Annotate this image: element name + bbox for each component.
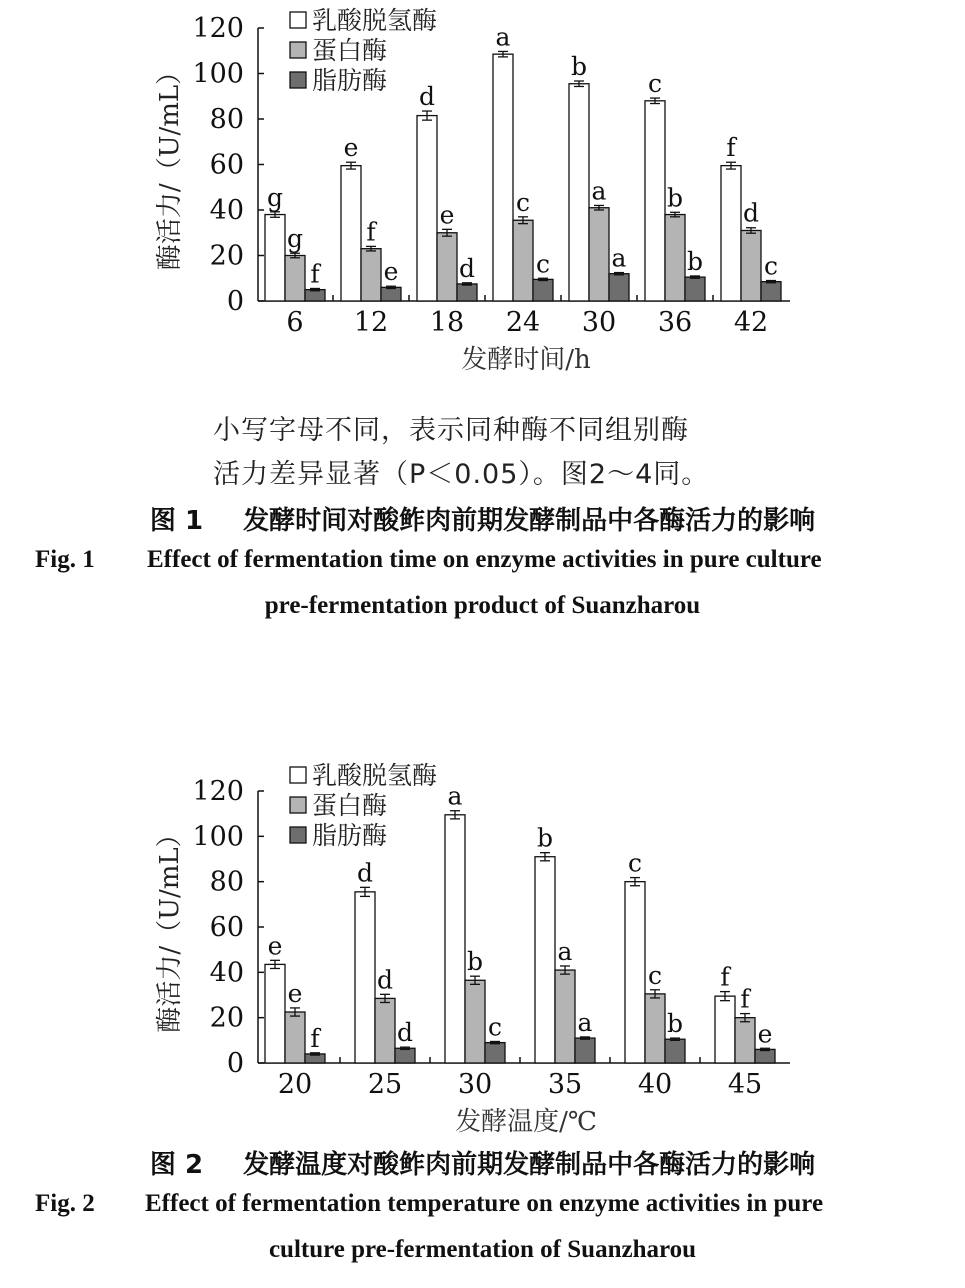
legend-label: 蛋白酶 [312, 791, 388, 820]
significance-letter: c [763, 251, 779, 281]
bar-脂肪酶 [665, 1039, 685, 1063]
y-tick-label: 120 [192, 13, 244, 44]
bar-乳酸脱氢酶 [721, 166, 741, 301]
legend-label: 脂肪酶 [312, 66, 388, 95]
enzyme-activity-time-chart [0, 0, 965, 390]
x-tick-label: 18 [429, 307, 465, 338]
figure2-title-cn: 发酵温度对酸鲊肉前期发酵制品中各酶活力的影响 [243, 1150, 816, 1180]
significance-letter: a [557, 936, 573, 966]
bar-乳酸脱氢酶 [645, 101, 665, 301]
significance-letter: b [466, 947, 484, 977]
bar-脂肪酶 [395, 1048, 415, 1063]
legend-swatch [290, 72, 306, 88]
legend-swatch [290, 12, 306, 28]
bar-乳酸脱氢酶 [715, 996, 735, 1063]
significance-letter: e [287, 978, 303, 1008]
significance-letter: a [447, 781, 463, 811]
significance-note-line1: 小写字母不同，表示同种酶不同组别酶 [213, 415, 689, 446]
x-tick-label: 30 [457, 1069, 493, 1100]
bar-乳酸脱氢酶 [341, 166, 361, 301]
y-tick-label: 40 [209, 195, 244, 226]
legend-swatch [290, 42, 306, 58]
significance-letter: b [686, 246, 704, 276]
bar-脂肪酶 [755, 1049, 775, 1063]
bar-脂肪酶 [761, 282, 781, 301]
y-tick-label: 60 [209, 149, 244, 181]
bar-蛋白酶 [741, 230, 761, 301]
significance-letter: d [356, 858, 374, 888]
y-tick-label: 0 [226, 1048, 244, 1079]
significance-letter: f [726, 133, 736, 163]
bar-乳酸脱氢酶 [535, 857, 555, 1063]
legend-swatch [290, 797, 306, 813]
bar-乳酸脱氢酶 [355, 892, 375, 1063]
figure1-title-en-line1: Effect of fermentation time on enzyme activities in pure culture [147, 546, 822, 573]
bar-脂肪酶 [533, 279, 553, 301]
figure1-title-cn: 发酵时间对酸鲊肉前期发酵制品中各酶活力的影响 [243, 506, 816, 536]
bar-蛋白酶 [361, 249, 381, 301]
significance-letter: a [611, 243, 627, 273]
significance-letter: c [647, 69, 663, 99]
x-tick-label: 36 [657, 307, 693, 338]
bar-蛋白酶 [665, 215, 685, 301]
significance-letter: f [310, 259, 320, 289]
significance-note-line2: 活力差异显著（P＜0.05）。图2～4同。 [213, 459, 710, 490]
legend-label: 乳酸脱氢酶 [312, 6, 438, 35]
significance-letter: b [570, 52, 588, 82]
significance-letter: a [591, 176, 607, 206]
y-tick-label: 100 [192, 821, 244, 853]
bar-脂肪酶 [685, 277, 705, 301]
bar-蛋白酶 [285, 256, 305, 302]
bar-蛋白酶 [465, 980, 485, 1063]
bar-乳酸脱氢酶 [625, 882, 645, 1063]
significance-letter: b [536, 823, 554, 853]
figure1-label-en: Fig. 1 [35, 546, 95, 573]
y-tick-label: 100 [192, 58, 244, 90]
significance-letter: g [266, 182, 284, 212]
x-tick-label: 12 [353, 307, 389, 338]
significance-letter: g [286, 224, 304, 254]
significance-letter: c [647, 960, 663, 990]
x-tick-label: 24 [505, 307, 541, 338]
bar-乳酸脱氢酶 [445, 815, 465, 1063]
bar-乳酸脱氢酶 [417, 116, 437, 301]
y-tick-label: 20 [209, 1002, 244, 1034]
legend-swatch [290, 827, 306, 843]
y-axis-label: 酶活力/（U/mL） [155, 821, 185, 1033]
bar-乳酸脱氢酶 [569, 84, 589, 301]
figure2-title-en-line1: Effect of fermentation temperature on enzyme activities in pure [145, 1190, 824, 1217]
legend-label: 乳酸脱氢酶 [312, 761, 438, 790]
bar-乳酸脱氢酶 [265, 215, 285, 301]
x-tick-label: 6 [286, 307, 304, 338]
enzyme-activity-temperature-chart [0, 755, 965, 1140]
bar-蛋白酶 [513, 220, 533, 301]
significance-letter: e [267, 931, 283, 961]
significance-letter: b [666, 1009, 684, 1039]
x-tick-label: 30 [581, 307, 617, 338]
bar-蛋白酶 [735, 1018, 755, 1063]
bar-蛋白酶 [645, 994, 665, 1063]
y-tick-label: 20 [209, 240, 244, 272]
significance-letter: d [376, 965, 394, 995]
significance-letter: c [515, 187, 531, 217]
x-tick-label: 25 [367, 1069, 403, 1100]
bar-乳酸脱氢酶 [493, 54, 513, 301]
figure2-title-en-line2: culture pre-fermentation of Suanzharou [268, 1236, 697, 1263]
significance-letter: d [458, 253, 476, 283]
x-axis-label: 发酵温度/℃ [455, 1107, 597, 1137]
x-tick-label: 35 [547, 1069, 583, 1100]
bar-蛋白酶 [437, 233, 457, 301]
figure1-caption-cn [0, 500, 965, 537]
bar-蛋白酶 [375, 998, 395, 1063]
significance-letter: f [366, 217, 376, 247]
y-tick-label: 120 [192, 776, 244, 807]
legend-label: 蛋白酶 [312, 36, 388, 65]
significance-letter: c [535, 249, 551, 279]
significance-letter: f [740, 984, 750, 1014]
bar-脂肪酶 [575, 1038, 595, 1063]
x-tick-label: 42 [733, 307, 769, 338]
bar-蛋白酶 [285, 1012, 305, 1063]
significance-letter: c [627, 848, 643, 878]
legend-swatch [290, 767, 306, 783]
bar-脂肪酶 [457, 284, 477, 301]
x-tick-label: 45 [727, 1069, 763, 1100]
x-axis-label: 发酵时间/h [461, 345, 591, 375]
y-axis-label: 酶活力/（U/mL） [155, 58, 185, 271]
significance-letter: d [418, 82, 436, 112]
x-tick-label: 20 [277, 1069, 313, 1100]
bar-脂肪酶 [609, 274, 629, 301]
x-tick-label: 40 [637, 1069, 673, 1100]
significance-letter: a [577, 1007, 593, 1037]
figure2-label-en: Fig. 2 [35, 1190, 95, 1217]
significance-letter: f [310, 1023, 320, 1053]
significance-letter: e [757, 1019, 773, 1049]
bar-乳酸脱氢酶 [265, 964, 285, 1063]
bar-蛋白酶 [555, 970, 575, 1063]
bar-脂肪酶 [381, 287, 401, 301]
significance-letter: a [495, 22, 511, 52]
significance-letter: b [666, 183, 684, 213]
y-tick-label: 0 [226, 286, 244, 317]
legend-label: 脂肪酶 [312, 821, 388, 850]
y-tick-label: 80 [209, 104, 244, 135]
y-tick-label: 40 [209, 957, 244, 989]
figure2-label-cn: 图 2 [149, 1150, 204, 1180]
bar-蛋白酶 [589, 208, 609, 301]
significance-letter: d [742, 198, 760, 228]
bar-脂肪酶 [485, 1043, 505, 1063]
significance-letter: d [396, 1018, 414, 1048]
figure2-caption-cn [0, 1144, 965, 1181]
y-tick-label: 60 [209, 912, 244, 943]
figure1-label-cn: 图 1 [149, 506, 204, 536]
significance-letter: f [720, 962, 730, 992]
significance-letter: e [439, 200, 455, 230]
significance-letter: e [343, 133, 359, 163]
significance-letter: c [487, 1012, 503, 1042]
y-tick-label: 80 [209, 866, 244, 898]
significance-letter: e [383, 257, 399, 287]
figure1-title-en-line2: pre-fermentation product of Suanzharou [264, 592, 701, 619]
